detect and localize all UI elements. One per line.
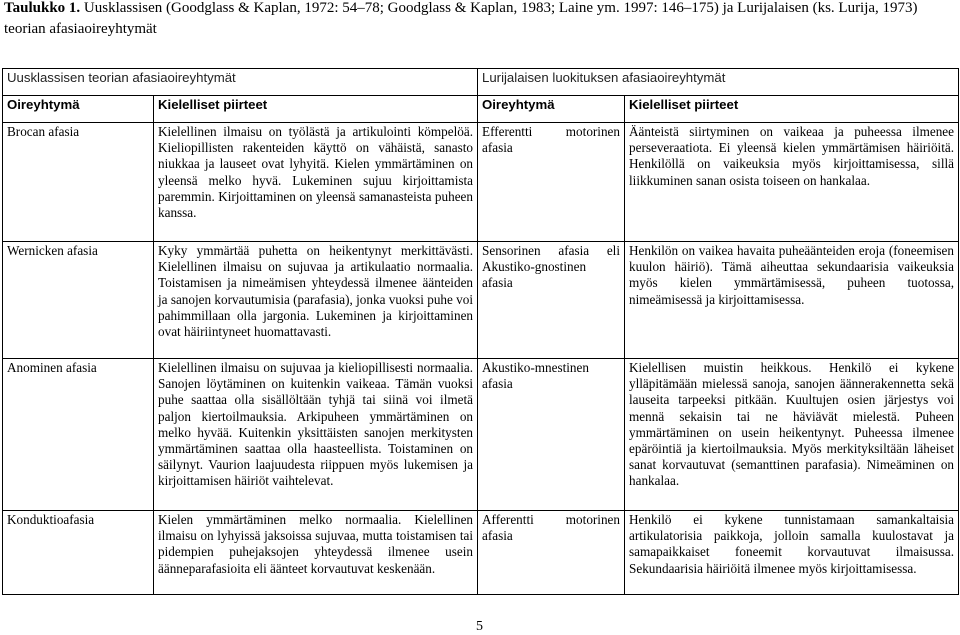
table-row <box>3 242 959 359</box>
luria-features-cell: Henkilö ei kykene tunnistamaan samankaltaisia artikulatorisia paikkoja, jolloin samalla kuulostavat ja samapaikkaiset foneemit korvautuvat ilmaisussa. Sekundaarisia häiriöitä ilmenee myös kirjoittamisessa. <box>625 511 959 595</box>
group-header-luria: Lurijalaisen luokituksen afasiaoireyhtymät <box>478 69 959 96</box>
syndrome-cell: Brocan afasia <box>3 123 154 242</box>
table-caption <box>4 0 956 40</box>
column-header-features: Kielelliset piirteet <box>154 96 478 123</box>
luria-syndrome-cell: Akustiko-mnestinen afasia <box>478 359 625 511</box>
table-row <box>3 359 959 511</box>
column-header-luria-syndrome: Oireyhtymä <box>478 96 625 123</box>
features-cell: Kielen ymmärtäminen melko normaalia. Kielellinen ilmaisu on lyhyissä jaksoissa sujuvaa, mutta toistamisen tai pidempien puhejaksojen yhteydessä ilmenee usein äänneparafasioita eli äänteet korvautuvat keskenään. <box>154 511 478 595</box>
caption-text: Uusklassisen (Goodglass & Kaplan, 1972: 54–78; Goodglass & Kaplan, 1983; Laine ym. 1997: 146–175) ja Lurijalaisen (ks. Lurija, 1973) teorian afasiaoireyhtymät <box>4 0 918 37</box>
table-row <box>3 123 959 242</box>
column-header-syndrome: Oireyhtymä <box>3 96 154 123</box>
group-header-classical: Uusklassisen teorian afasiaoireyhtymät <box>3 69 478 96</box>
table-number: Taulukko 1. <box>4 0 81 16</box>
group-header-row <box>3 69 959 96</box>
luria-features-cell: Äänteistä siirtyminen on vaikeaa ja puheessa ilmenee perseveraatiota. Ei yleensä kielen ymmärtämisen häiriöitä. Henkilöllä on vaikeuksia myös kirjoittamisessa, sillä liikkuminen sanan osista toiseen on hankalaa. <box>625 123 959 242</box>
column-header-luria-features: Kielelliset piirteet <box>625 96 959 123</box>
column-header-row <box>3 96 959 123</box>
luria-features-cell: Henkilön on vaikea havaita puheäänteiden eroja (foneemisen kuulon häiriö). Tämä aiheuttaa sekundaarisia vaikeuksia myös kielen ymmärtämisessä, puheen tuotossa, nimeämisessä ja kirjoittamisessa. <box>625 242 959 359</box>
syndrome-cell: Anominen afasia <box>3 359 154 511</box>
luria-syndrome-cell: Afferentti motorinen afasia <box>478 511 625 595</box>
luria-syndrome-cell: Sensorinen afasia eli Akustiko-gnostinen afasia <box>478 242 625 359</box>
syndrome-cell: Wernicken afasia <box>3 242 154 359</box>
luria-features-cell: Kielellisen muistin heikkous. Henkilö ei kykene ylläpitämään mielessä sanoja, sanojen äännerakennetta sekä lauseita tarpeeksi pitkään. Kuultujen osien järjestys voi mennä sekaisin tai ne häviävät mielestä. Puheen ymmärtäminen on usein heikentynyt. Puheessa ilmenee epäröintiä ja kiertoilmauksia. Myös merkityksiltään läheiset sanat korvautuvat (semanttinen parafasia). Nimeäminen on hankalaa. <box>625 359 959 511</box>
features-cell: Kielellinen ilmaisu on työlästä ja artikulointi kömpelöä. Kieliopillisten rakenteiden käyttö on vähäistä, sanasto niukkaa ja lauseet ovat lyhyitä. Kielen ymmärtäminen on yleensä melko hyvä. Lukeminen sujuu kirjoittamista paremmin. Kirjoittaminen on yleensä samanasteista puheen kanssa. <box>154 123 478 242</box>
luria-syndrome-cell: Efferentti motorinen afasia <box>478 123 625 242</box>
features-cell: Kielellinen ilmaisu on sujuvaa ja kieliopillisesti normaalia. Sanojen löytäminen on kuitenkin vaikeaa. Tämän vuoksi puhe saattaa olla sisällöltään tyhjä tai siinä voi ilmetä paljon kiertoilmauksia. Arkipuheen ymmärtäminen on melko hyvää. Kuitenkin yksittäisten sanojen merkitysten ymmärtäminen saattaa olla haasteellista. Toistaminen on säilynyt. Vaurion laajuudesta riippuen myös lukemisen ja kirjoittamisen häiriöt vaihtelevat. <box>154 359 478 511</box>
syndrome-cell: Konduktioafasia <box>3 511 154 595</box>
syndrome-table <box>2 68 959 595</box>
features-cell: Kyky ymmärtää puhetta on heikentynyt merkittävästi. Kielellinen ilmaisu on sujuvaa ja artikulaatio normaalia. Toistamisen ja nimeämisen yhteydessä ilmenee äänteiden ja sanojen korvautumisia (parafasia), jonka vuoksi puhe voi pahimmillaan olla jargonia. Lukeminen ja kirjoittaminen ovat häiriintyneet huomattavasti. <box>154 242 478 359</box>
page-number: 5 <box>476 619 483 634</box>
table-row <box>3 511 959 595</box>
